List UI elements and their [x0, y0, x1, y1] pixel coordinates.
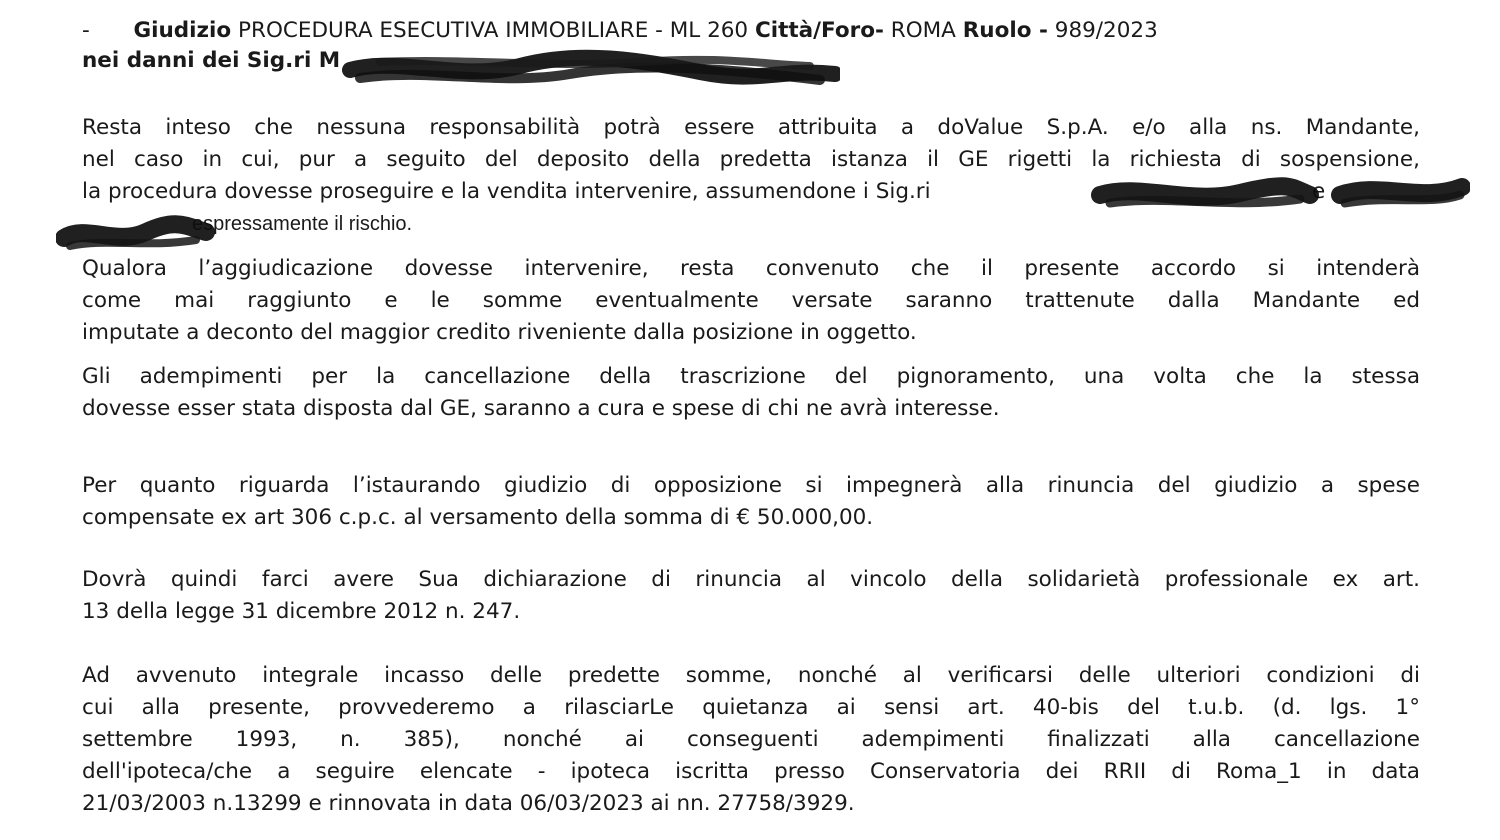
p6-line-2: cui alla presente, provvederemo a rilasciarLe quietanza ai sensi art. 40-bis del t.u.b. (d. lgs. 1°: [82, 695, 1420, 720]
p1-line-4: espressamente il rischio.: [192, 213, 413, 235]
p1-line-1: Resta inteso che nessuna responsabilità potrà essere attribuita a doValue S.p.A. e/o alla ns. Mandante,: [82, 115, 1420, 140]
giudizio-label: Giudizio: [133, 18, 232, 43]
giudizio-value: PROCEDURA ESECUTIVA IMMOBILIARE - ML 260: [238, 18, 749, 43]
p2-line-3: imputate a deconto del maggior credito riveniente dalla posizione in oggetto.: [82, 320, 917, 345]
case-header: [82, 16, 1420, 46]
bullet-dash: -: [82, 18, 90, 43]
p1-line-2: nel caso in cui, pur a seguito del deposito della predetta istanza il GE rigetti la richiesta di sospensione,: [82, 147, 1420, 172]
ruolo-label: Ruolo -: [962, 18, 1048, 43]
p6-line-5: 21/03/2003 n.13299 e rinnovata in data 06/03/2023 ai nn. 27758/3929.: [82, 791, 855, 816]
p2-line-1: Qualora l’aggiudicazione dovesse intervenire, resta convenuto che il presente accordo si intenderà: [82, 256, 1420, 281]
p6-line-3: settembre 1993, n. 385), nonché ai conseguenti adempimenti finalizzati alla cancellazione: [82, 727, 1420, 752]
citta-label: Città/Foro-: [754, 18, 884, 43]
p1-line-3: la procedura dovesse proseguire e la vendita intervenire, assumendone i Sig.ri: [82, 179, 931, 204]
citta-value: ROMA: [890, 18, 956, 43]
p3-line-1: Gli adempimenti per la cancellazione della trascrizione del pignoramento, una volta che la stessa: [82, 364, 1420, 389]
p1-conjunction: e: [1312, 179, 1326, 204]
p2-line-2: come mai raggiunto e le somme eventualmente versate saranno trattenute dalla Mandante ed: [82, 288, 1420, 313]
p6-line-4: dell'ipoteca/che a seguire elencate - ipoteca iscritta presso Conservatoria dei RRII di Roma_1 in data: [82, 759, 1420, 784]
p3-line-2: dovesse esser stata disposta dal GE, saranno a cura e spese di chi ne avrà interesse.: [82, 396, 1000, 421]
p5-line-1: Dovrà quindi farci avere Sua dichiarazione di rinuncia al vincolo della solidarietà professionale ex art.: [82, 567, 1420, 592]
debtors-line: nei danni dei Sig.ri M: [82, 48, 341, 73]
ruolo-value: 989/2023: [1054, 18, 1158, 43]
p4-line-2: compensate ex art 306 c.p.c. al versamento della somma di € 50.000,00.: [82, 505, 874, 530]
p4-line-1: Per quanto riguarda l’istaurando giudizio di opposizione si impegnerà alla rinuncia del giudizio a spese: [82, 473, 1420, 498]
p6-line-1: Ad avvenuto integrale incasso delle predette somme, nonché al verificarsi delle ulteriori condizioni di: [82, 663, 1420, 688]
p5-line-2: 13 della legge 31 dicembre 2012 n. 247.: [82, 599, 521, 624]
